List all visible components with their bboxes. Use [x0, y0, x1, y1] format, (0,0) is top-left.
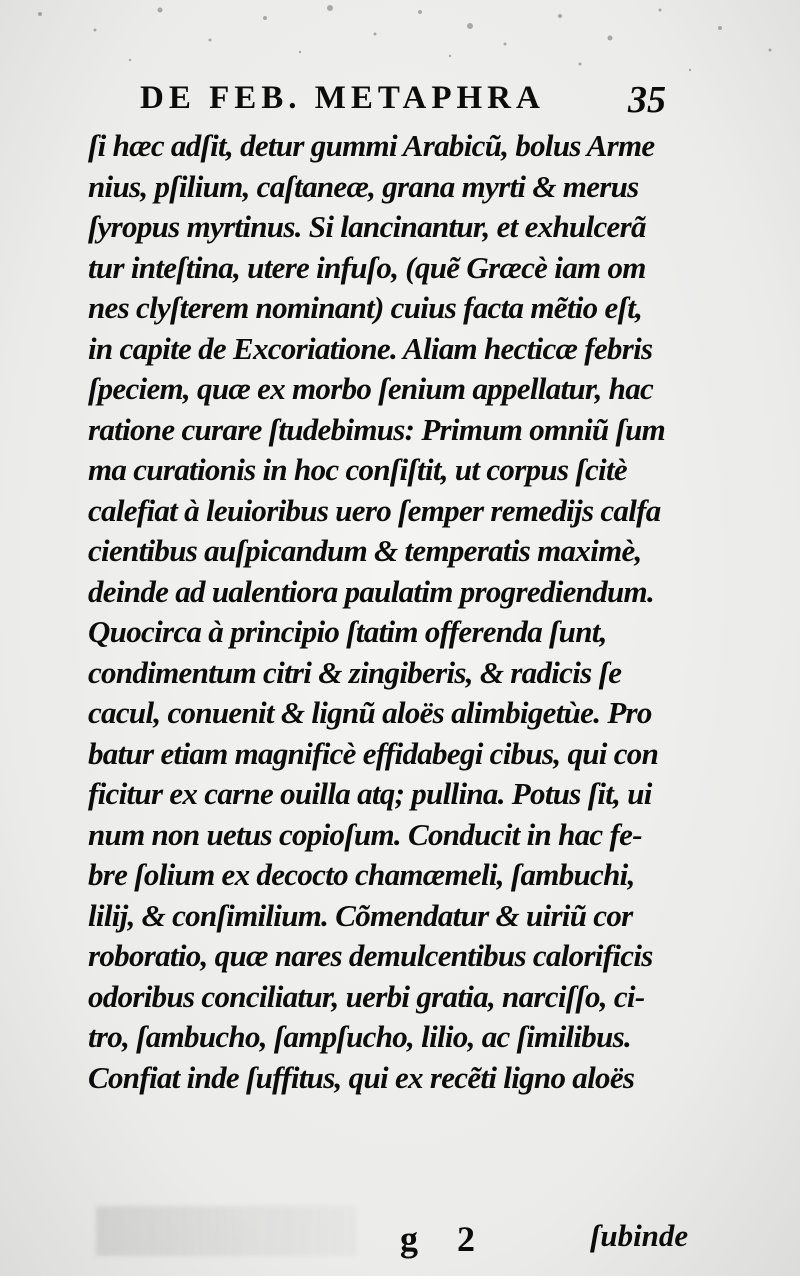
text-line: ſyropus myrtinus. Si lancinantur, et exhulcerã [88, 209, 646, 244]
text-line: roboratio, quæ nares demulcentibus calorificis [88, 938, 653, 973]
text-line: tur inteſtina, utere infuſo, (quẽ Græcè iam om [88, 249, 646, 285]
text-line: ma curationis in hoc conſiſtit, ut corpus ſcitè [88, 452, 627, 487]
text-line: ſi hæc adſit, detur gummi Arabicũ, bolus Arme [88, 128, 655, 163]
running-head: DE FEB. METAPHRA [140, 80, 545, 116]
text-line: odoribus conciliatur, uerbi gratia, narciſſo, ci- [88, 978, 645, 1014]
text-line: nes clyſterem nominant) cuius facta mẽtio eſt, [88, 290, 643, 325]
text-line: batur etiam magnificè effidabegi cibus, qui con [88, 735, 659, 771]
text-line: in capite de Excoriatione. Aliam hecticæ febris [88, 330, 653, 366]
body-text [88, 126, 688, 1098]
catchword: ſubinde [590, 1218, 689, 1253]
text-line: deinde ad ualentiora paulatim progrediendum. [88, 573, 655, 609]
text-line: ſpeciem, quæ ex morbo ſenium appellatur, hac [88, 371, 654, 406]
text-line: cacul, conuenit & lignũ aloës alimbigetùe. Pro [88, 695, 652, 730]
show-through-smudge [96, 1206, 356, 1256]
signature-mark: g 2 [400, 1219, 475, 1259]
text-line: ratione curare ſtudebimus: Primum omniũ ſum [88, 411, 666, 447]
text-line: lilij, & conſimilium. Cõmendatur & uiriũ cor [88, 897, 633, 933]
text-line: cientibus auſpicandum & temperatis maximè, [88, 533, 642, 568]
text-line: condimentum citri & zingiberis, & radicis ſe [88, 654, 622, 690]
text-line: tro, ſambucho, ſampſucho, lilio, ac ſimilibus. [88, 1019, 632, 1054]
text-line: calefiat à leuioribus uero ſemper remedijs calfa [88, 492, 661, 528]
text-line: nius, pſilium, caſtaneæ, grana myrti & merus [88, 168, 639, 204]
text-line: bre ſolium ex decocto chamæmeli, ſambuchi, [88, 857, 635, 892]
text-line: num non uetus copioſum. Conducit in hac fe- [88, 816, 642, 852]
text-line: Quocirca à principio ſtatim offerenda ſunt, [88, 614, 607, 649]
text-line: ficitur ex carne ouilla atq; pullina. Potus ſit, ui [88, 776, 652, 811]
text-line: Confiat inde ſuffitus, qui ex recẽti ligno aloës [88, 1059, 635, 1095]
page-number: 35 [628, 79, 666, 121]
